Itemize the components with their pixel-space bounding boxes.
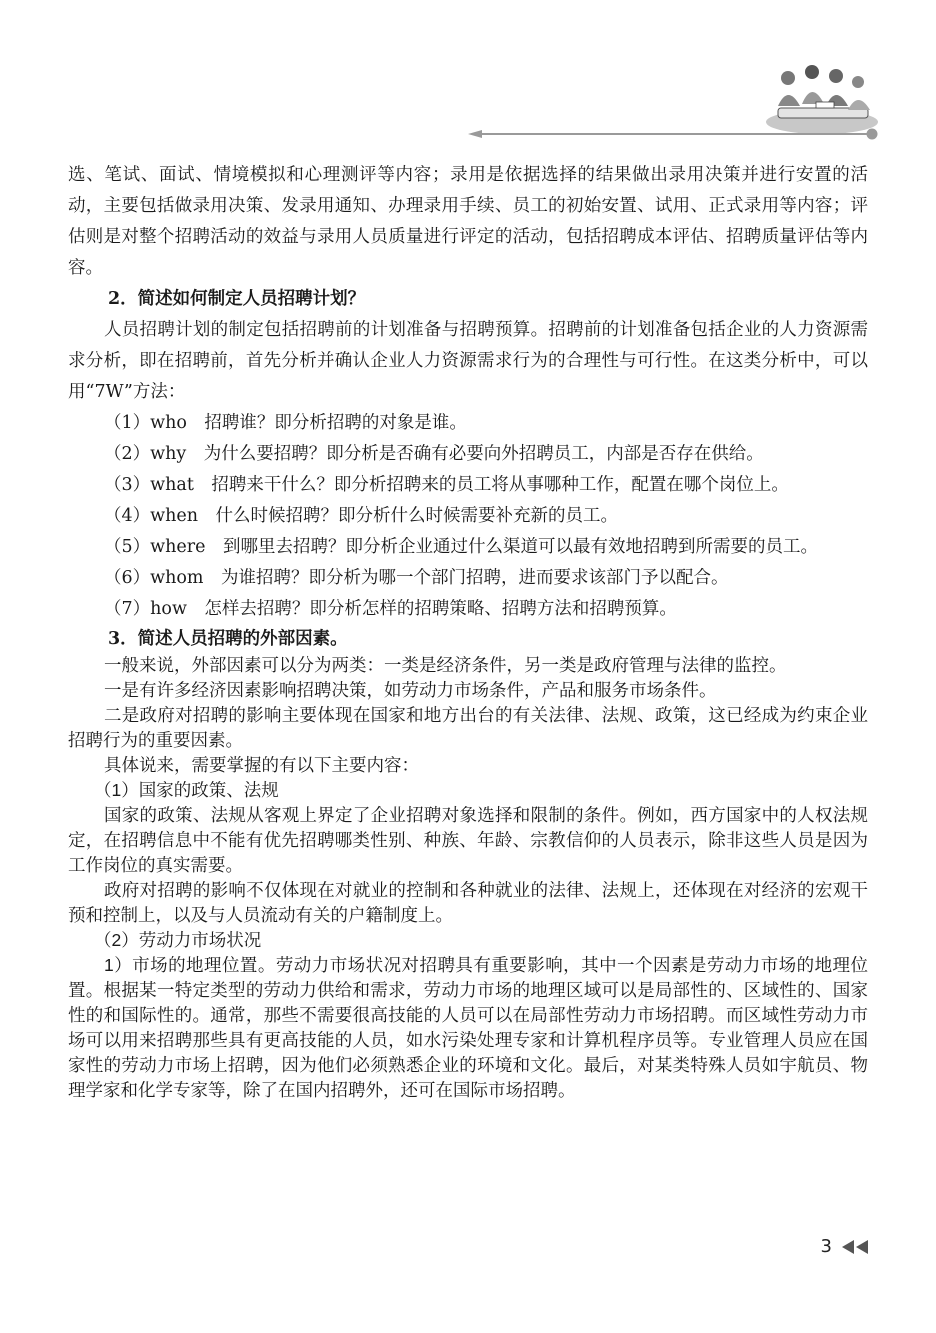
section-heading: 3．简述人员招聘的外部因素。 bbox=[108, 629, 348, 649]
paragraph: 选、笔试、面试、情境模拟和心理测评等内容；录用是依据选择的结果做出录用决策并进行安置的活动，主要包括做录用决策、发录用通知、办理录用手续、员工的初始安置、试用、正式录用等内容；评估则是对整个招聘活动的效益与录用人员质量进行评定的活动，包括招聘成本评估、招聘质量评估等内容。 bbox=[68, 165, 868, 278]
paragraph: 国家的政策、法规从客观上界定了企业招聘对象选择和限制的条件。例如，西方国家中的人权法规定，在招聘信息中不能有优先招聘哪类性别、种族、年龄、宗教信仰的人员表示，除非这些人员是因为工作岗位的真实需要。 bbox=[68, 805, 868, 875]
paragraph: 一般来说，外部因素可以分为两类：一类是经济条件，另一类是政府管理与法律的监控。 bbox=[104, 655, 787, 675]
paragraph: 具体说来，需要掌握的有以下主要内容： bbox=[104, 755, 419, 775]
paragraph: 1）市场的地理位置。劳动力市场状况对招聘具有重要影响，其中一个因素是劳动力市场的地理位置。根据某一特定类型的劳动力供给和需求，劳动力市场的地理区域可以是局部性的、区域性的、国家性的和国际性的。通常，那些不需要很高技能的人员可以在局部性劳动力市场招聘。而区域性劳动力市场可以用来招聘那些具有更高技能的人员，如水污染处理专家和计算机程序员等。专业管理人员应在国家性的劳动力市场上招聘，因为他们必须熟悉企业的环境和文化。最后，对某类特殊人员如宇航员、物理学家和化学专家等，除了在国内招聘外，还可在国际市场招聘。 bbox=[68, 955, 868, 1100]
subheading: （2）劳动力市场状况 bbox=[94, 930, 262, 950]
list-item: （2）why 为什么要招聘？即分析是否确有必要向外招聘员工，内部是否存在供给。 bbox=[104, 444, 764, 464]
section-heading: 2．简述如何制定人员招聘计划？ bbox=[108, 289, 366, 309]
paragraph: 二是政府对招聘的影响主要体现在国家和地方出台的有关法律、法规、政策，这已经成为约束企业招聘行为的重要因素。 bbox=[68, 705, 868, 750]
list-item: （5）where 到哪里去招聘？即分析企业通过什么渠道可以最有效地招聘到所需要的员工。 bbox=[104, 537, 818, 557]
paragraph: 人员招聘计划的制定包括招聘前的计划准备与招聘预算。招聘前的计划准备包括企业的人力资源需求分析，即在招聘前，首先分析并确认企业人力资源需求行为的合理性与可行性。在这类分析中，可以用“7W”方法： bbox=[68, 320, 868, 402]
business-meeting-illustration-icon bbox=[760, 56, 880, 136]
page-number: 3 bbox=[820, 1236, 832, 1257]
page-body bbox=[68, 160, 868, 1103]
paragraph: 政府对招聘的影响不仅体现在对就业的控制和各种就业的法律、法规上，还体现在对经济的宏观干预和控制上，以及与人员流动有关的户籍制度上。 bbox=[68, 880, 868, 925]
header-rule bbox=[468, 126, 880, 142]
list-item: （3）what 招聘来干什么？即分析招聘来的员工将从事哪种工作，配置在哪个岗位上。 bbox=[104, 475, 789, 495]
list-item: （4）when 什么时候招聘？即分析什么时候需要补充新的员工。 bbox=[104, 506, 619, 526]
paragraph: 一是有许多经济因素影响招聘决策，如劳动力市场条件，产品和服务市场条件。 bbox=[104, 680, 717, 700]
list-item: （6）whom 为谁招聘？即分析为哪一个部门招聘，进而要求该部门予以配合。 bbox=[104, 568, 729, 588]
page-footer bbox=[821, 1236, 872, 1257]
list-item: （1）who 招聘谁？即分析招聘的对象是谁。 bbox=[104, 413, 467, 433]
double-left-arrow-icon bbox=[840, 1239, 872, 1255]
subheading: （1）国家的政策、法规 bbox=[94, 780, 279, 800]
list-item: （7）how 怎样去招聘？即分析怎样的招聘策略、招聘方法和招聘预算。 bbox=[104, 599, 677, 619]
